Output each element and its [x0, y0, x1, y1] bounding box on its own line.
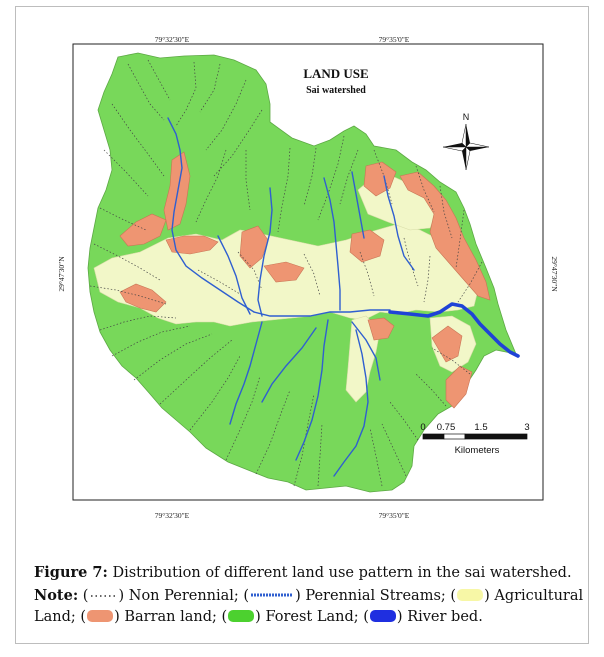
- north-arrow-icon: [443, 112, 489, 170]
- scale-bar: [420, 422, 529, 456]
- coord-top-left: 79°32'30"E: [154, 35, 190, 44]
- legend-barren: Barran land;: [124, 609, 217, 625]
- legend-river-bed: River bed.: [407, 609, 483, 625]
- figure-text: Distribution of different land use pattern in the sai watershed.: [112, 565, 572, 581]
- figure-caption: [34, 562, 594, 629]
- scale-tick-1: 0.75: [436, 422, 456, 433]
- north-label: N: [462, 112, 470, 122]
- legend-agricultural: Agricultural Land;: [34, 587, 584, 625]
- scale-unit: Kilometers: [454, 445, 500, 456]
- scale-tick-2: 1.5: [474, 422, 488, 433]
- caption-note: Note: ( ) Non Perennial; ( ) Perennial Streams; ( ) Agricultural Land; ( ) Barran land; ( ) Forest Land; ( ) River bed.: [34, 586, 584, 625]
- caption-line-1: [34, 562, 594, 585]
- map-title: LAND USE: [303, 66, 369, 81]
- legend-perennial: Perennial Streams;: [305, 587, 446, 604]
- note-label: Note:: [34, 586, 79, 604]
- scale-tick-3: 3: [524, 422, 530, 433]
- coord-top-right: 79°35'0"E: [378, 35, 410, 44]
- agricultural-swatch-icon: [456, 588, 484, 602]
- legend-non-perennial: Non Perennial;: [128, 587, 239, 604]
- perennial-swatch-icon: [249, 591, 295, 599]
- non-perennial-swatch-icon: [88, 591, 118, 599]
- legend-forest: Forest Land;: [265, 609, 359, 625]
- coord-left: 29°47'30"N: [57, 256, 66, 292]
- river-bed-swatch-icon: [369, 609, 397, 623]
- coord-right: 29°47'30"N: [550, 256, 559, 292]
- coord-bottom-left: 79°32'30"E: [154, 511, 190, 520]
- forest-swatch-icon: [227, 609, 255, 623]
- map-subtitle: Sai watershed: [306, 85, 366, 96]
- barren-swatch-icon: [86, 609, 114, 623]
- scale-tick-0: 0: [420, 422, 426, 433]
- figure-label: Figure 7:: [34, 564, 108, 581]
- coord-bottom-right: 79°35'0"E: [378, 511, 410, 520]
